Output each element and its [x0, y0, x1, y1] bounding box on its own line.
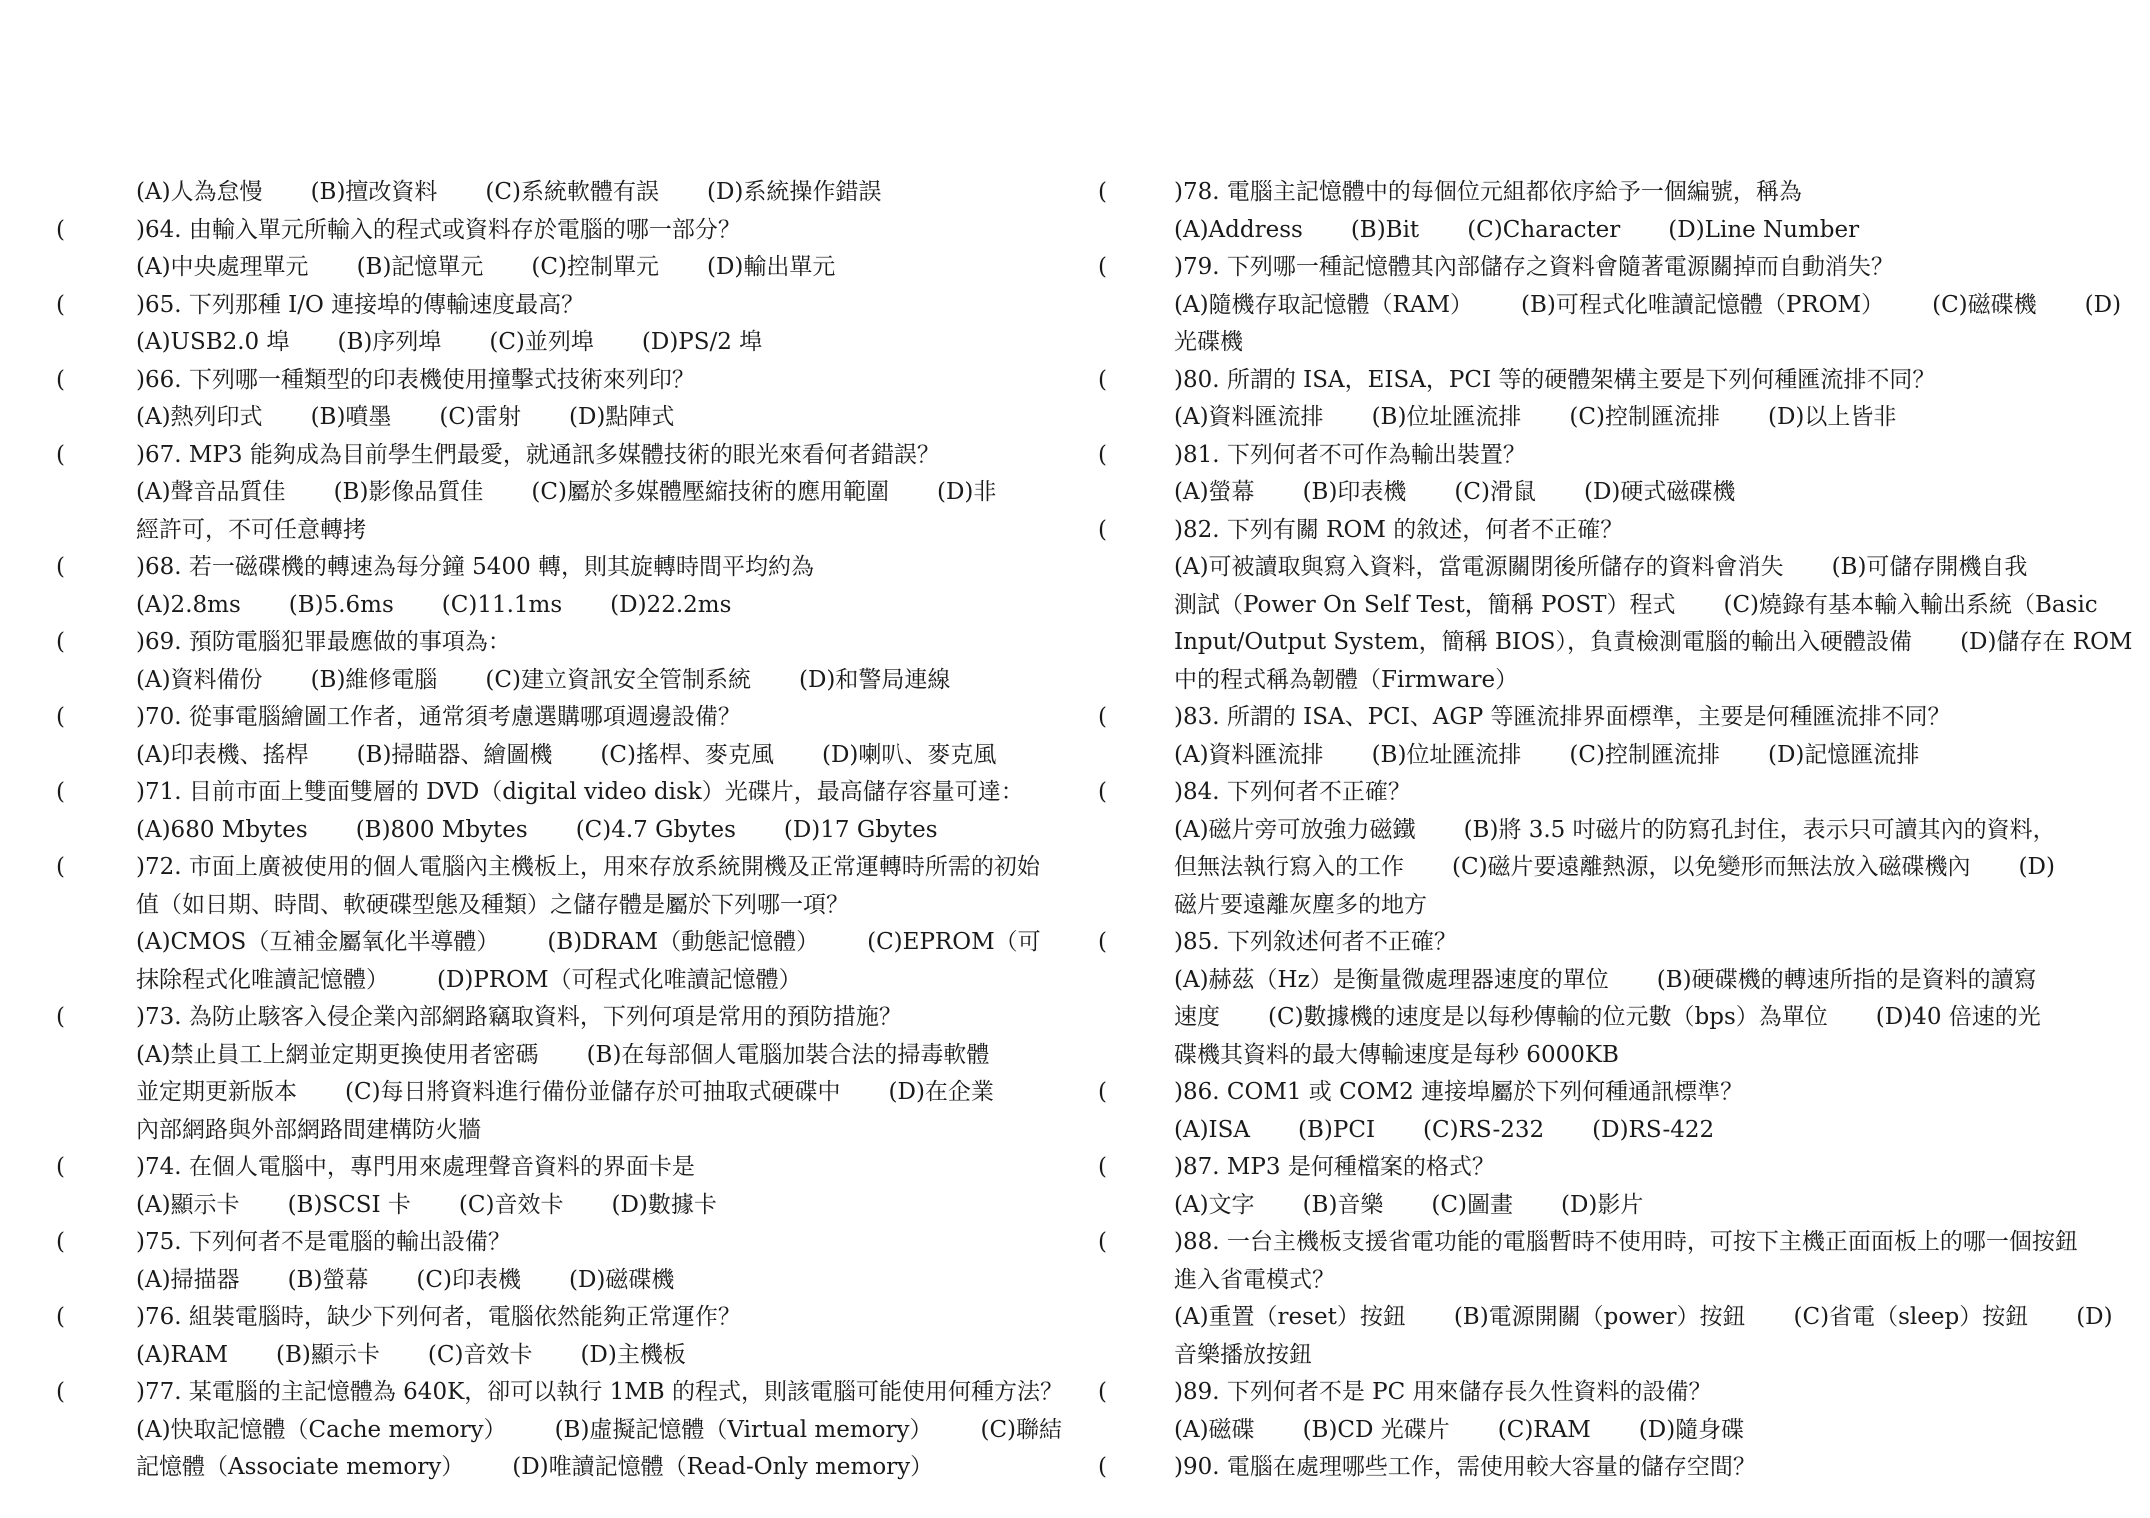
- answer-option: (B)印表機: [1302, 479, 1407, 505]
- answer-option: (C)雷射: [439, 404, 521, 430]
- answer-option: (C)燒錄有基本輸入輸出系統（Basic: [1723, 591, 2098, 618]
- answer-option: (D)隨身碟: [1638, 1416, 1745, 1443]
- answer-option: (C)圖畫: [1431, 1191, 1513, 1218]
- answer-option: (B)影像品質佳: [333, 479, 484, 505]
- answer-option: (D)喇叭、麥克風: [821, 741, 997, 768]
- question-text: )69. 預防電腦犯罪最應做的事項為：: [136, 629, 511, 655]
- question-text: )81. 下列何者不可作為輸出裝置？: [1174, 441, 1526, 468]
- question-text: )64. 由輸入單元所輸入的程式或資料存於電腦的哪一部分？: [136, 216, 741, 243]
- answer-paren: (: [1098, 704, 1107, 730]
- answer-option: (A)ISA: [1174, 1116, 1251, 1143]
- question-line: [56, 1149, 1080, 1187]
- answer-option: (D)點陣式: [568, 404, 675, 430]
- answer-option: (C)控制單元: [531, 254, 659, 280]
- answer-option: (A)資料備份: [136, 666, 263, 693]
- continuation-line: [1098, 887, 2150, 925]
- answer-option: (C)控制匯流排: [1569, 404, 1720, 430]
- question-text: )79. 下列哪一種記憶體其內部儲存之資料會隨著電源關掉而自動消失？: [1174, 254, 1894, 280]
- question-text: )83. 所謂的 ISA、PCI、AGP 等匯流排界面標準，主要是何種匯流排不同？: [1174, 704, 1951, 730]
- options-line: [56, 174, 1080, 212]
- options-line: [1098, 812, 2150, 850]
- answer-option: (D)22.2ms: [610, 591, 732, 618]
- question-line: [56, 212, 1080, 250]
- answer-option: (B)記憶單元: [356, 254, 484, 280]
- options-line: [56, 924, 1080, 962]
- answer-option: 但無法執行寫入的工作: [1174, 854, 1404, 880]
- answer-option: (C)磁片要遠離熱源，以免變形而無法放入磁碟機內: [1452, 854, 1971, 880]
- options-line: [56, 662, 1080, 700]
- continuation-text: 經許可，不可任意轉拷: [136, 516, 366, 543]
- answer-option: (B)掃瞄器、繪圖機: [356, 741, 553, 768]
- answer-option: (D)數據卡: [611, 1191, 717, 1218]
- options-line: [56, 1074, 1080, 1112]
- continuation-line: [1098, 1262, 2150, 1300]
- answer-option: (B)DRAM（動態記憶體）: [547, 929, 820, 955]
- answer-option: (A)中央處理單元: [136, 254, 309, 280]
- question-text: )78. 電腦主記憶體中的每個位元組都依序給予一個編號，稱為: [1174, 179, 1802, 205]
- answer-option: (D)PS/2 埠: [641, 329, 763, 355]
- answer-option: (A)可被讀取與寫入資料，當電源關閉後所儲存的資料會消失: [1174, 554, 1784, 580]
- options-line: [1098, 1112, 2150, 1150]
- options-line: [1098, 399, 2150, 437]
- question-line: [56, 437, 1080, 475]
- continuation-text: 內部網路與外部網路間建構防火牆: [136, 1116, 481, 1143]
- answer-paren: (: [1098, 1379, 1107, 1405]
- options-line: [1098, 1299, 2150, 1337]
- answer-option: (D)RS-422: [1592, 1116, 1715, 1143]
- answer-option: (B)顯示卡: [276, 1341, 380, 1368]
- answer-option: (B)可儲存開機自我: [1831, 554, 2028, 580]
- options-line: [56, 399, 1080, 437]
- answer-paren: (: [56, 366, 65, 393]
- answer-option: (A)2.8ms: [136, 591, 241, 618]
- answer-option: (C)RAM: [1497, 1416, 1591, 1443]
- options-line: [1098, 849, 2150, 887]
- question-text: )77. 某電腦的主記憶體為 640K，卻可以執行 1MB 的程式，則該電腦可能使用何種方法？: [136, 1379, 1063, 1405]
- options-line: [1098, 474, 2150, 512]
- answer-paren: (: [56, 1379, 65, 1405]
- question-line: [1098, 1074, 2150, 1112]
- answer-option: (C)滑鼠: [1454, 479, 1536, 505]
- right-column: [1098, 174, 2150, 1487]
- question-line: [1098, 1449, 2150, 1487]
- question-text: )87. MP3 是何種檔案的格式？: [1174, 1154, 1495, 1180]
- answer-option: (B)CD 光碟片: [1302, 1416, 1450, 1443]
- answer-option: (C)RS-232: [1423, 1116, 1545, 1143]
- answer-paren: (: [1098, 254, 1107, 280]
- answer-option: (D)在企業: [888, 1079, 994, 1105]
- answer-option: Input/Output System，簡稱 BIOS），負責檢測電腦的輸出入硬體設備: [1174, 629, 1913, 655]
- options-line: [1098, 624, 2150, 662]
- question-text: )67. MP3 能夠成為目前學生們最愛，就通訊多媒體技術的眼光來看何者錯誤？: [136, 441, 940, 468]
- question-line: [1098, 174, 2150, 212]
- continuation-text: 磁片要遠離灰塵多的地方: [1174, 891, 1427, 918]
- answer-option: (A)資料匯流排: [1174, 741, 1324, 768]
- options-line: [1098, 549, 2150, 587]
- question-line: [1098, 1149, 2150, 1187]
- question-text: )70. 從事電腦繪圖工作者，通常須考慮選購哪項週邊設備？: [136, 704, 741, 730]
- question-line: [56, 624, 1080, 662]
- answer-option: (C)搖桿、麥克風: [600, 741, 774, 768]
- options-line: [56, 1187, 1080, 1225]
- options-line: [1098, 999, 2150, 1037]
- answer-option: (A)熱列印式: [136, 404, 263, 430]
- question-line: [1098, 1224, 2150, 1262]
- answer-option: (C)數據機的速度是以每秒傳輸的位元數（bps）為單位: [1268, 1004, 1828, 1030]
- continuation-line: [1098, 324, 2150, 362]
- answer-paren: (: [1098, 929, 1107, 955]
- answer-paren: (: [56, 441, 65, 468]
- left-column: [56, 174, 1080, 1487]
- answer-paren: (: [1098, 1454, 1107, 1480]
- continuation-text: 音樂播放按鈕: [1174, 1341, 1312, 1368]
- question-text: )82. 下列有關 ROM 的敘述，何者不正確？: [1174, 516, 1624, 543]
- question-text: )71. 目前市面上雙面雙層的 DVD（digital video disk）光碟片，最高儲存容量可達：: [136, 779, 1024, 805]
- options-line: [56, 1412, 1080, 1450]
- answer-option: 速度: [1174, 1004, 1220, 1030]
- answer-option: (B)虛擬記憶體（Virtual memory）: [554, 1416, 933, 1443]
- question-line: [56, 1299, 1080, 1337]
- question-line: [1098, 699, 2150, 737]
- question-line: [56, 999, 1080, 1037]
- continuation-line: [1098, 1337, 2150, 1375]
- continuation-text: 值（如日期、時間、軟硬碟型態及種類）之儲存體是屬於下列哪一項？: [136, 891, 849, 918]
- answer-option: 並定期更新版本: [136, 1079, 297, 1105]
- answer-option: (D)Line Number: [1668, 216, 1860, 243]
- options-line: [1098, 1412, 2150, 1450]
- question-line: [56, 699, 1080, 737]
- answer-paren: (: [1098, 516, 1107, 543]
- answer-option: (C)4.7 Gbytes: [575, 816, 736, 843]
- answer-option: (C)系統軟體有誤: [485, 179, 659, 205]
- answer-option: (A)磁片旁可放強力磁鐵: [1174, 816, 1416, 843]
- answer-option: (C)省電（sleep）按鈕: [1793, 1304, 2029, 1330]
- answer-option: (D)17 Gbytes: [783, 816, 938, 843]
- answer-option: (A)禁止員工上網並定期更換使用者密碼: [136, 1041, 539, 1068]
- answer-option: (B)音樂: [1302, 1191, 1384, 1218]
- answer-option: (B)序列埠: [337, 329, 442, 355]
- answer-option: (B)可程式化唯讀記憶體（PROM）: [1521, 291, 1885, 318]
- answer-paren: (: [1098, 441, 1107, 468]
- answer-paren: (: [56, 216, 65, 243]
- question-line: [1098, 924, 2150, 962]
- continuation-text: 進入省電模式？: [1174, 1266, 1335, 1293]
- answer-option: (A)人為怠慢: [136, 179, 263, 205]
- answer-option: (C)磁碟機: [1932, 291, 2037, 318]
- question-line: [56, 774, 1080, 812]
- options-line: [1098, 737, 2150, 775]
- options-line: [56, 1337, 1080, 1375]
- question-line: [56, 362, 1080, 400]
- answer-option: (D)磁碟機: [568, 1266, 675, 1293]
- answer-paren: (: [1098, 1229, 1107, 1255]
- question-line: [56, 549, 1080, 587]
- answer-option: (A)CMOS（互補金屬氧化半導體）: [136, 929, 500, 955]
- answer-option: (B)在每部個人電腦加裝合法的掃毒軟體: [586, 1041, 990, 1068]
- answer-option: (A)USB2.0 埠: [136, 329, 290, 355]
- options-line: [56, 1262, 1080, 1300]
- options-line: [1098, 212, 2150, 250]
- options-line: [56, 737, 1080, 775]
- answer-paren: (: [1098, 779, 1107, 805]
- answer-option: (B)硬碟機的轉速所指的是資料的讀寫: [1656, 966, 2037, 993]
- answer-option: (B)電源開關（power）按鈕: [1453, 1304, 1746, 1330]
- answer-option: (A)隨機存取記憶體（RAM）: [1174, 291, 1474, 318]
- continuation-text: 碟機其資料的最大傳輸速度是每秒 6000KB: [1174, 1041, 1619, 1068]
- question-line: [1098, 437, 2150, 475]
- options-line: [56, 474, 1080, 512]
- question-text: )76. 組裝電腦時，缺少下列何者，電腦依然能夠正常運作？: [136, 1304, 741, 1330]
- options-line: [56, 249, 1080, 287]
- answer-option: (B)擅改資料: [310, 179, 438, 205]
- options-line: [56, 962, 1080, 1000]
- answer-option: (A)磁碟: [1174, 1416, 1255, 1443]
- answer-option: (D)PROM（可程式化唯讀記憶體）: [437, 966, 802, 993]
- options-line: [56, 1037, 1080, 1075]
- options-line: [1098, 962, 2150, 1000]
- answer-option: (C)11.1ms: [441, 591, 563, 618]
- question-text: )72. 市面上廣被使用的個人電腦內主機板上，用來存放系統開機及正常運轉時所需的初始: [136, 854, 1040, 880]
- answer-option: (C)音效卡: [427, 1341, 533, 1368]
- answer-option: (C)每日將資料進行備份並儲存於可抽取式硬碟中: [345, 1079, 841, 1105]
- answer-option: (D)系統操作錯誤: [706, 179, 882, 205]
- answer-paren: (: [56, 1004, 65, 1030]
- answer-option: 記憶體（Associate memory）: [136, 1454, 465, 1480]
- answer-option: (B)將 3.5 吋磁片的防寫孔封住，表示只可讀其內的資料，: [1463, 816, 2056, 843]
- question-line: [56, 849, 1080, 887]
- answer-option: (A)顯示卡: [136, 1191, 240, 1218]
- answer-option: (C)屬於多媒體壓縮技術的應用範圍: [531, 479, 889, 505]
- answer-paren: (: [56, 1304, 65, 1330]
- answer-option: (A)印表機、搖桿: [136, 741, 309, 768]
- options-line: [1098, 287, 2150, 325]
- answer-option: (D)硬式磁碟機: [1583, 479, 1736, 505]
- answer-option: (D)和警局連線: [798, 666, 951, 693]
- answer-option: 抹除程式化唯讀記憶體）: [136, 966, 389, 993]
- answer-option: (C)並列埠: [489, 329, 594, 355]
- answer-paren: (: [56, 779, 65, 805]
- answer-paren: (: [56, 1229, 65, 1255]
- answer-paren: (: [56, 629, 65, 655]
- answer-option: (A)資料匯流排: [1174, 404, 1324, 430]
- question-text: )90. 電腦在處理哪些工作，需使用較大容量的儲存空間？: [1174, 1454, 1756, 1480]
- answer-option: (A)螢幕: [1174, 479, 1255, 505]
- continuation-text: 中的程式稱為韌體（Firmware）: [1174, 666, 1519, 693]
- answer-option: (B)PCI: [1298, 1116, 1376, 1143]
- answer-option: (A)文字: [1174, 1191, 1255, 1218]
- answer-option: (A)聲音品質佳: [136, 479, 286, 505]
- options-line: [56, 812, 1080, 850]
- answer-option: (D): [2084, 291, 2122, 318]
- question-line: [56, 1374, 1080, 1412]
- answer-option: (C)聯結: [980, 1416, 1063, 1443]
- options-line: [56, 587, 1080, 625]
- answer-option: (B)800 Mbytes: [355, 816, 528, 843]
- answer-option: (B)維修電腦: [310, 666, 438, 693]
- answer-option: (D)影片: [1560, 1191, 1644, 1218]
- question-line: [1098, 1374, 2150, 1412]
- options-line: [1098, 1187, 2150, 1225]
- answer-option: (C)印表機: [416, 1266, 521, 1293]
- question-text: )75. 下列何者不是電腦的輸出設備？: [136, 1229, 511, 1255]
- question-text: )84. 下列何者不正確？: [1174, 779, 1411, 805]
- options-line: [56, 324, 1080, 362]
- answer-paren: (: [1098, 1154, 1107, 1180]
- continuation-line: [56, 1112, 1080, 1150]
- answer-option: (D)以上皆非: [1767, 404, 1897, 430]
- answer-option: (B)噴墨: [310, 404, 392, 430]
- continuation-line: [56, 887, 1080, 925]
- question-line: [1098, 512, 2150, 550]
- answer-option: (B)螢幕: [287, 1266, 369, 1293]
- answer-option: (D)輸出單元: [706, 254, 836, 280]
- answer-option: (C)Character: [1467, 216, 1621, 243]
- answer-option: (C)控制匯流排: [1569, 741, 1720, 768]
- answer-option: (B)Bit: [1350, 216, 1420, 243]
- answer-option: 測試（Power On Self Test，簡稱 POST）程式: [1174, 591, 1676, 618]
- answer-option: (A)赫茲（Hz）是衡量微處理器速度的單位: [1174, 966, 1609, 993]
- answer-option: (C)音效卡: [458, 1191, 564, 1218]
- question-text: )66. 下列哪一種類型的印表機使用撞擊式技術來列印？: [136, 366, 695, 393]
- answer-option: (D)非: [936, 479, 997, 505]
- question-text: )86. COM1 或 COM2 連接埠屬於下列何種通訊標準？: [1174, 1079, 1744, 1105]
- answer-option: (D)記憶匯流排: [1767, 741, 1920, 768]
- question-text: )68. 若一磁碟機的轉速為每分鐘 5400 轉，則其旋轉時間平均約為: [136, 554, 815, 580]
- options-line: [56, 1449, 1080, 1487]
- answer-paren: (: [1098, 366, 1107, 393]
- answer-option: (A)680 Mbytes: [136, 816, 308, 843]
- question-text: )89. 下列何者不是 PC 用來儲存長久性資料的設備？: [1174, 1379, 1712, 1405]
- question-line: [1098, 249, 2150, 287]
- continuation-line: [56, 512, 1080, 550]
- answer-paren: (: [56, 291, 65, 318]
- continuation-line: [1098, 1037, 2150, 1075]
- answer-paren: (: [56, 854, 65, 880]
- answer-option: (B)5.6ms: [288, 591, 394, 618]
- answer-option: (B)位址匯流排: [1371, 741, 1522, 768]
- question-text: )74. 在個人電腦中，專門用來處理聲音資料的界面卡是: [136, 1154, 695, 1180]
- answer-option: (C)建立資訊安全管制系統: [485, 666, 751, 693]
- question-text: )65. 下列那種 I/O 連接埠的傳輸速度最高？: [136, 291, 585, 318]
- answer-option: (A)掃描器: [136, 1266, 240, 1293]
- question-line: [56, 287, 1080, 325]
- answer-option: (D): [2076, 1304, 2113, 1330]
- answer-paren: (: [56, 554, 65, 580]
- answer-option: (D)唯讀記憶體（Read-Only memory）: [512, 1454, 934, 1480]
- answer-option: (C)EPROM（可: [867, 929, 1041, 955]
- answer-option: (D): [2018, 854, 2055, 880]
- continuation-text: 光碟機: [1174, 329, 1243, 355]
- answer-option: (D)儲存在 ROM: [1960, 629, 2133, 655]
- answer-paren: (: [1098, 1079, 1107, 1105]
- question-line: [56, 1224, 1080, 1262]
- answer-option: (B)位址匯流排: [1371, 404, 1522, 430]
- answer-option: (B)SCSI 卡: [287, 1191, 411, 1218]
- answer-option: (A)Address: [1174, 216, 1303, 243]
- continuation-line: [1098, 662, 2150, 700]
- question-text: )80. 所謂的 ISA，EISA，PCI 等的硬體架構主要是下列何種匯流排不同？: [1174, 366, 1936, 393]
- answer-option: (A)重置（reset）按鈕: [1174, 1304, 1406, 1330]
- answer-option: (D)主機板: [580, 1341, 686, 1368]
- question-line: [1098, 362, 2150, 400]
- question-text: )88. 一台主機板支援省電功能的電腦暫時不使用時，可按下主機正面面板上的哪一個按鈕: [1174, 1229, 2078, 1255]
- answer-paren: (: [56, 1154, 65, 1180]
- options-line: [1098, 587, 2150, 625]
- answer-option: (D)40 倍速的光: [1875, 1004, 2041, 1030]
- question-text: )73. 為防止駭客入侵企業內部網路竊取資料，下列何項是常用的預防措施？: [136, 1004, 902, 1030]
- question-text: )85. 下列敘述何者不正確？: [1174, 929, 1457, 955]
- question-line: [1098, 774, 2150, 812]
- answer-paren: (: [1098, 179, 1107, 205]
- answer-option: (A)快取記憶體（Cache memory）: [136, 1416, 507, 1443]
- answer-option: (A)RAM: [136, 1341, 229, 1368]
- answer-paren: (: [56, 704, 65, 730]
